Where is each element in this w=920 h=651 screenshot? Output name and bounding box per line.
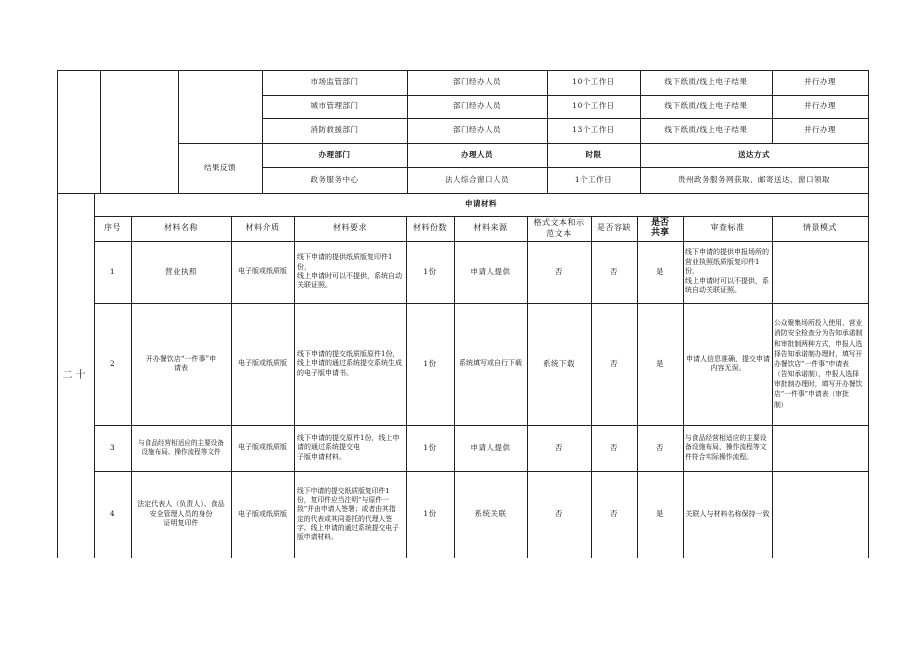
mode-cell: 并行办理: [804, 101, 836, 111]
row-scenario: 公众聚集场所投入使用、营业 消防安全检查分为告知承诺制 和审批制两种方式，申报人选 择告知承诺制办理时，填写开 办餐饮店“一件事”申请表 （告知承诺制），申报人选择 审批制办理时，填写开办餐饮 店“一件事”申请表（审批 制）: [774, 319, 863, 409]
rule: [772, 216, 773, 558]
row-sample: 系统下载: [543, 358, 575, 368]
header-requirement: 材料要求: [333, 223, 367, 233]
row-tolerance: 否: [610, 442, 618, 452]
row-name: 法定代表人（负责人）、食品 安全管理人员的身份 证明复印件: [137, 500, 225, 528]
rule: [100, 70, 101, 193]
header-name: 材料名称: [164, 223, 198, 233]
dept-cell: 消防救援部门: [310, 125, 359, 135]
header-seq: 序号: [104, 223, 121, 233]
row-copies: 1份: [423, 358, 437, 368]
feedback-header-time: 时限: [585, 149, 602, 159]
row-copies: 1份: [423, 509, 437, 519]
row-requirement: 线下申请的提交纸质版复印件1 份，复印件应当注明“与原件一 致”并由申请人签署；或者由其指 定的代表或其同委托的代理人签 字。线上申请的通过系统提交电子 版申请材料。: [297, 486, 399, 541]
feedback-label: 结果反馈: [204, 162, 236, 172]
row-standard: 关联人与材料名称保持一致: [685, 509, 770, 518]
header-scenario: 情景模式: [803, 223, 837, 233]
feedback-header-dept: 办理部门: [318, 149, 351, 159]
row-tolerance: 否: [610, 509, 618, 519]
header-sample: 格式文本和示 范文本: [533, 217, 585, 238]
row-name: 与食品经营相适应的主要设备 设施布局、操作流程等文件: [138, 439, 224, 456]
feedback-dept: 政务服务中心: [310, 174, 359, 184]
row-medium: 电子版或纸质版: [238, 359, 287, 368]
header-source: 材料来源: [473, 223, 508, 233]
row-medium: 电子版或纸质版: [238, 443, 287, 452]
dept-cell: 城市管理部门: [310, 101, 359, 111]
row-shared: 是: [656, 266, 664, 276]
row-standard: 线下申请的提供申报场所的 营业执照纸质版复印件1份， 线上申请时可以不提供，系 统自动关联证照。: [685, 248, 769, 295]
time-cell: 10个工作日: [572, 77, 615, 87]
row-tolerance: 否: [610, 266, 618, 276]
row-sample: 否: [555, 442, 563, 452]
row-requirement: 线下申请的提交纸质版原件1份， 线上申请的通过系统提交系统生成 的电子版申请书。: [297, 349, 402, 377]
time-cell: 10个工作日: [572, 101, 615, 111]
header-standard: 审查标准: [710, 223, 745, 233]
mode-cell: 并行办理: [804, 77, 836, 87]
row-name: 开办餐饮店“一件事”申 请表: [145, 354, 217, 372]
feedback-method: 贵州政务服务网获取、邮寄送达、窗口领取: [678, 174, 830, 184]
header-medium: 材料介质: [245, 223, 280, 233]
time-cell: 13个工作日: [572, 125, 615, 135]
row-copies: 1份: [423, 442, 437, 452]
row-source: 系统关联: [474, 509, 507, 519]
rule: [868, 70, 869, 558]
feedback-person: 法人综合窗口人员: [445, 174, 509, 184]
row-scenario: [774, 471, 867, 558]
row-seq: 4: [109, 509, 116, 519]
mode-cell: 并行办理: [804, 125, 836, 135]
row-standard: 申请人信息准确，提交申请 内容无误。: [686, 354, 770, 372]
header-tolerance: 是否容缺: [597, 223, 631, 233]
row-sample: 否: [555, 509, 563, 519]
person-cell: 部门经办人员: [453, 125, 501, 135]
header-shared: 是否 共享: [650, 218, 669, 238]
row-seq: 2: [109, 358, 116, 368]
row-copies: 1份: [423, 266, 437, 276]
feedback-header-method: 送达方式: [738, 149, 770, 159]
row-medium: 电子版或纸质版: [238, 509, 287, 518]
row-name: 营业执照: [165, 266, 197, 276]
feedback-time: 1个工作日: [574, 174, 613, 184]
row-requirement: 线下申请的提供纸质版复印件1份， 线上申请时可以不提供，系统自动 关联证照。: [297, 253, 402, 290]
row-seq: 1: [109, 266, 116, 276]
person-cell: 部门经办人员: [453, 77, 501, 87]
row-scenario: [774, 425, 867, 471]
section-number: 二十: [62, 369, 89, 381]
method-cell: 线下纸质/线上电子结果: [664, 77, 748, 87]
row-source: 系统填写或自行下载: [459, 359, 522, 368]
row-standard: 与食品经营相适应的主要设 备设施布局、操作流程等文 件符合实际操作流程。: [685, 434, 767, 461]
rule: [294, 216, 295, 558]
row-sample: 否: [555, 266, 563, 276]
row-tolerance: 否: [610, 358, 618, 368]
person-cell: 部门经办人员: [453, 101, 501, 111]
row-shared: 是: [656, 358, 664, 368]
row-requirement: 线下申请的提交原件1份，线上申 请的通过系统提交电 子版申请材料。: [297, 433, 400, 461]
dept-cell: 市场监管部门: [310, 77, 359, 87]
row-source: 申请人提供: [470, 266, 511, 276]
method-cell: 线下纸质/线上电子结果: [664, 125, 748, 135]
row-medium: 电子版或纸质版: [238, 267, 287, 276]
row-source: 申请人提供: [470, 442, 511, 452]
method-cell: 线下纸质/线上电子结果: [664, 101, 748, 111]
row-seq: 3: [109, 442, 116, 452]
feedback-header-person: 办理人员: [461, 149, 493, 159]
row-scenario: [774, 241, 867, 303]
row-shared: 是: [656, 509, 664, 519]
row-shared: 否: [656, 442, 664, 452]
materials-title: 申请材料: [465, 199, 497, 209]
header-copies: 材料份数: [413, 223, 447, 233]
